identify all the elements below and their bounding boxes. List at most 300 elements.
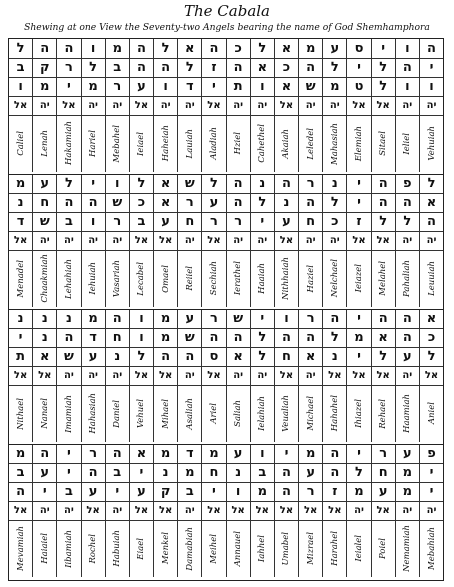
angel-name: Daniel [112, 399, 123, 428]
letter-cell [154, 328, 178, 347]
angel-name-cell [420, 115, 443, 172]
letter-cell [396, 444, 420, 463]
letter-cell [106, 77, 130, 96]
hebrew-letter: ד [185, 446, 194, 461]
letter-cell [33, 347, 57, 366]
letter-cell [202, 212, 226, 231]
letter-cell [130, 212, 154, 231]
letter-cell [57, 39, 81, 58]
letter-row [9, 77, 443, 96]
hebrew-letter: נ [17, 311, 24, 326]
letter-cell [178, 96, 202, 115]
letter-cell [299, 39, 323, 58]
angel-name-cell [251, 520, 275, 577]
hebrew-letter: ל [16, 41, 25, 56]
letter-cell [106, 212, 130, 231]
hebrew-letter: ב [137, 214, 146, 229]
letter-cell [33, 212, 57, 231]
hebrew-letter: ש [184, 330, 195, 345]
letter-cell [299, 231, 323, 250]
hebrew-letter: ט [354, 79, 364, 94]
hebrew-letter: ה [233, 330, 243, 345]
hebrew-letter: ר [306, 484, 315, 499]
hebrew-letter: ע [40, 176, 50, 191]
letter-row [9, 463, 443, 482]
angel-name: Nithael [15, 397, 26, 430]
page-title: The Cabala [183, 2, 270, 20]
hebrew-letter: כ [331, 214, 339, 229]
hebrew-letter: ה [161, 349, 171, 364]
letter-cell [347, 58, 371, 77]
angel-name: Vehuiah [426, 126, 437, 161]
letter-cell [251, 96, 275, 115]
letter-cell [154, 444, 178, 463]
letter-cell [130, 58, 154, 77]
letter-row [9, 501, 443, 520]
letter-cell [154, 212, 178, 231]
letter-cell [251, 444, 275, 463]
hebrew-letter: אל [207, 235, 221, 246]
hebrew-letter: נ [114, 349, 121, 364]
hebrew-letter: ר [113, 214, 122, 229]
angel-name-cell [9, 385, 33, 442]
hebrew-letter: ה [378, 176, 388, 191]
letter-cell [323, 77, 347, 96]
hebrew-letter: מ [160, 330, 171, 345]
hebrew-letter: נ [41, 311, 48, 326]
letter-cell [396, 347, 420, 366]
hebrew-letter: נ [331, 176, 338, 191]
letter-cell [372, 463, 396, 482]
letter-cell [323, 463, 347, 482]
angel-name-cell [106, 520, 130, 577]
hebrew-letter: ה [88, 465, 98, 480]
hebrew-letter: יה [305, 370, 316, 381]
angel-name: Hahahel [329, 395, 340, 432]
hebrew-letter: א [40, 349, 50, 364]
angel-name: Ihiazel [353, 399, 364, 428]
hebrew-letter: ה [233, 176, 243, 191]
letter-cell [251, 366, 275, 385]
letter-cell [420, 463, 443, 482]
hebrew-letter: ה [233, 195, 243, 210]
table-block [9, 444, 443, 577]
hebrew-letter: כ [282, 60, 291, 75]
letter-cell [9, 444, 33, 463]
letter-cell [178, 366, 202, 385]
hebrew-letter: ה [185, 349, 195, 364]
row-divider [9, 58, 443, 59]
letter-cell [154, 174, 178, 193]
hebrew-letter: ה [16, 484, 26, 499]
angel-name-cell [275, 250, 299, 307]
angel-name: Haheiah [160, 125, 171, 162]
hebrew-letter: ה [330, 311, 340, 326]
letter-cell [275, 328, 299, 347]
hebrew-letter: אל [279, 235, 294, 246]
hebrew-letter: ע [185, 311, 195, 326]
letter-cell [178, 58, 202, 77]
letter-cell [130, 77, 154, 96]
hebrew-letter: י [212, 79, 216, 94]
angel-name-cell [57, 115, 81, 172]
hebrew-letter: יה [112, 370, 123, 381]
hebrew-letter: יה [160, 100, 171, 111]
letter-cell [33, 328, 57, 347]
row-divider [9, 482, 443, 483]
hebrew-letter: אל [207, 100, 221, 111]
letter-cell [82, 212, 106, 231]
page-subtitle: Shewing at one View the Seventy-two Angels bearing the name of God Shemhamphora [24, 22, 430, 33]
letter-cell [372, 77, 396, 96]
angel-name-cell [299, 385, 323, 442]
angel-name-cell [251, 385, 275, 442]
hebrew-letter: ח [209, 465, 219, 480]
letter-cell [33, 309, 57, 328]
letter-cell [227, 444, 251, 463]
letter-cell [130, 193, 154, 212]
letter-cell [275, 77, 299, 96]
hebrew-letter: מ [15, 176, 26, 191]
letter-cell [130, 501, 154, 520]
hebrew-letter: נ [17, 195, 24, 210]
letter-cell [106, 39, 130, 58]
angel-name: Chaakmiah [39, 254, 50, 303]
hebrew-letter: יה [88, 100, 99, 111]
angel-name-cell [372, 115, 396, 172]
hebrew-letter: י [260, 214, 265, 229]
angel-name: Rehael [378, 398, 389, 429]
hebrew-letter: ח [378, 465, 388, 480]
hebrew-letter: י [429, 484, 434, 499]
hebrew-letter: ו [90, 41, 96, 56]
hebrew-letter: ה [330, 465, 340, 480]
letter-cell [372, 366, 396, 385]
letter-cell [227, 328, 251, 347]
angel-name-cell [323, 115, 347, 172]
hebrew-letter: ע [282, 214, 291, 229]
angel-name: Haiaiel [39, 533, 50, 564]
hebrew-letter: אל [13, 100, 28, 111]
hebrew-letter: יה [184, 100, 195, 111]
hebrew-letter: י [284, 446, 289, 461]
letter-row [9, 444, 443, 463]
letter-cell [372, 193, 396, 212]
letter-cell [275, 96, 299, 115]
hebrew-letter: ה [282, 484, 291, 499]
letter-cell [202, 328, 226, 347]
letter-cell [275, 482, 299, 501]
letter-cell [227, 193, 251, 212]
angel-name: Sitael [378, 131, 389, 156]
hebrew-letter: מ [402, 465, 413, 480]
letter-cell [347, 39, 371, 58]
hebrew-letter: ל [379, 349, 388, 364]
letter-cell [323, 501, 347, 520]
letter-cell [251, 231, 275, 250]
angel-name: Ieialel [353, 535, 364, 562]
hebrew-letter: יה [305, 235, 316, 246]
angel-name-cell [57, 520, 81, 577]
hebrew-letter: ה [64, 195, 74, 210]
letter-cell [106, 501, 130, 520]
hebrew-letter: ר [210, 311, 218, 326]
letter-cell [275, 444, 299, 463]
letter-cell [9, 96, 33, 115]
hebrew-letter: ה [402, 330, 412, 345]
angel-name-cell [106, 250, 130, 307]
letter-cell [227, 39, 251, 58]
hebrew-letter: ר [379, 446, 388, 461]
hebrew-letter: י [67, 465, 71, 480]
angel-name: Haamiah [402, 394, 413, 433]
hebrew-letter: א [378, 330, 388, 345]
angel-name: Poiel [378, 538, 389, 559]
letter-cell [227, 212, 251, 231]
letter-cell [178, 77, 202, 96]
hebrew-letter: אל [376, 235, 390, 246]
letter-cell [420, 96, 443, 115]
letter-cell [202, 347, 226, 366]
letter-cell [9, 77, 33, 96]
hebrew-letter: נ [283, 195, 290, 210]
angel-name-cell [251, 115, 275, 172]
hebrew-letter: ע [403, 446, 412, 461]
hebrew-letter: ר [113, 79, 122, 94]
hebrew-letter: יה [402, 235, 413, 246]
letter-cell [396, 328, 420, 347]
hebrew-letter: ע [306, 465, 315, 480]
letter-cell [154, 58, 178, 77]
letter-cell [251, 174, 275, 193]
hebrew-letter: י [357, 349, 361, 364]
letter-cell [202, 463, 226, 482]
angel-name-cell [130, 250, 154, 307]
letter-cell [57, 193, 81, 212]
letter-cell [227, 58, 251, 77]
hebrew-letter: ב [16, 60, 25, 75]
hebrew-letter: אל [158, 235, 173, 246]
letter-cell [106, 58, 130, 77]
letter-cell [57, 366, 81, 385]
letter-cell [57, 463, 81, 482]
letter-cell [33, 39, 57, 58]
letter-cell [82, 58, 106, 77]
letter-cell [33, 463, 57, 482]
hebrew-letter: ל [89, 60, 98, 75]
letter-row [9, 58, 443, 77]
block-divider [9, 174, 443, 175]
row-divider [9, 347, 443, 348]
letter-cell [251, 193, 275, 212]
hebrew-letter: מ [88, 311, 98, 326]
letter-cell [372, 231, 396, 250]
hebrew-letter: ר [65, 60, 73, 75]
letter-cell [178, 39, 202, 58]
angel-name: Damabiah [184, 526, 195, 571]
hebrew-letter: ה [282, 465, 291, 480]
angel-name-cell [106, 115, 130, 172]
letter-row [9, 482, 443, 501]
hebrew-letter: יה [329, 100, 340, 111]
letter-cell [82, 482, 106, 501]
letter-cell [202, 96, 226, 115]
hebrew-letter: אל [13, 370, 28, 381]
letter-cell [420, 347, 443, 366]
angel-name-cell [9, 520, 33, 577]
letter-cell [372, 347, 396, 366]
letter-cell [323, 328, 347, 347]
angel-name: Omael [160, 264, 171, 293]
letter-cell [154, 463, 178, 482]
angel-name-cell [9, 115, 33, 172]
hebrew-letter: ה [40, 41, 50, 56]
letter-cell [154, 366, 178, 385]
letter-cell [420, 309, 443, 328]
angel-name-cell [130, 520, 154, 577]
hebrew-letter: י [381, 41, 386, 56]
letter-cell [347, 309, 371, 328]
letter-cell [57, 96, 81, 115]
hebrew-letter: ב [64, 214, 73, 229]
hebrew-letter: י [429, 60, 434, 75]
angel-name: Leledel [305, 127, 316, 160]
letter-row [9, 174, 443, 193]
hebrew-letter: י [91, 176, 96, 191]
hebrew-letter: יה [112, 505, 123, 516]
letter-cell [9, 482, 33, 501]
letter-row [9, 96, 443, 115]
angel-name-cell [178, 520, 202, 577]
hebrew-letter: ה [112, 311, 122, 326]
row-divider [9, 96, 443, 97]
hebrew-letter: אל [62, 100, 76, 111]
hebrew-letter: נ [41, 330, 48, 345]
letter-cell [130, 347, 154, 366]
hebrew-letter: יה [184, 505, 195, 516]
angel-name: Haziel [305, 264, 316, 293]
letter-cell [57, 501, 81, 520]
hebrew-letter: ז [332, 484, 338, 499]
angel-name: Eiael [136, 537, 147, 560]
hebrew-letter: אל [376, 100, 390, 111]
hebrew-letter: יה [88, 235, 99, 246]
letter-cell [275, 463, 299, 482]
angel-name-cell [323, 250, 347, 307]
letter-cell [323, 482, 347, 501]
angel-name: Elemiah [353, 125, 364, 162]
angel-name-cell [82, 520, 106, 577]
letter-row [9, 39, 443, 58]
letter-cell [33, 444, 57, 463]
angel-name-cell [420, 385, 443, 442]
hebrew-letter: פ [427, 446, 436, 461]
letter-cell [178, 463, 202, 482]
letter-cell [251, 482, 275, 501]
hebrew-letter: ו [139, 330, 144, 345]
hebrew-letter: נ [235, 465, 242, 480]
hebrew-letter: מ [305, 446, 316, 461]
letter-cell [178, 212, 202, 231]
hebrew-letter: יה [233, 100, 244, 111]
angel-name: Rochel [88, 533, 99, 564]
hebrew-letter: א [305, 349, 316, 364]
angel-name-cell [130, 115, 154, 172]
hebrew-letter: יה [354, 505, 364, 516]
letter-cell [396, 96, 420, 115]
letter-cell [57, 174, 81, 193]
hebrew-letter: אל [13, 505, 28, 516]
letter-cell [227, 463, 251, 482]
letter-cell [323, 212, 347, 231]
hebrew-letter: ה [136, 41, 146, 56]
hebrew-letter: ח [306, 214, 316, 229]
hebrew-letter: ל [258, 330, 267, 345]
hebrew-letter: י [429, 465, 434, 480]
letter-cell [396, 212, 420, 231]
hebrew-letter: מ [402, 484, 413, 499]
letter-cell [275, 212, 299, 231]
angel-name-cell [9, 250, 33, 307]
angel-name-cell [202, 115, 226, 172]
letter-cell [347, 366, 371, 385]
letter-cell [323, 347, 347, 366]
hebrew-letter: ו [260, 446, 265, 461]
letter-cell [323, 309, 347, 328]
hebrew-letter: אל [255, 505, 269, 516]
letter-cell [130, 96, 154, 115]
hebrew-letter: ב [113, 60, 122, 75]
hebrew-letter: יה [39, 235, 50, 246]
hebrew-letter: ע [137, 484, 146, 499]
angel-name: Mahasiah [329, 122, 340, 165]
angel-name-row [9, 520, 443, 577]
letter-cell [33, 96, 57, 115]
letter-cell [82, 231, 106, 250]
hebrew-letter: מ [112, 41, 122, 56]
hebrew-letter: ה [112, 446, 122, 461]
hebrew-letter: ה [88, 195, 98, 210]
hebrew-letter: ל [379, 60, 388, 75]
letter-cell [299, 347, 323, 366]
letter-cell [299, 463, 323, 482]
hebrew-letter: יה [88, 370, 99, 381]
angel-name: Harahel [329, 531, 340, 566]
hebrew-letter: יה [329, 235, 340, 246]
hebrew-letter: ל [64, 176, 73, 191]
letter-cell [347, 501, 371, 520]
hebrew-letter: יה [64, 370, 74, 381]
hebrew-letter: נ [162, 465, 169, 480]
hebrew-letter: ת [16, 349, 26, 364]
letter-cell [202, 39, 226, 58]
letter-cell [202, 482, 226, 501]
letter-cell [82, 347, 106, 366]
letter-cell [420, 366, 443, 385]
letter-cell [299, 77, 323, 96]
letter-cell [130, 39, 154, 58]
hebrew-letter: אל [158, 505, 173, 516]
angel-name-cell [251, 250, 275, 307]
hebrew-letter: אל [134, 100, 149, 111]
letter-cell [251, 463, 275, 482]
letter-cell [9, 39, 33, 58]
angel-name-row [9, 385, 443, 442]
angel-name: Leuuiah [426, 261, 437, 296]
letter-cell [347, 463, 371, 482]
angel-name: Ielahiah [257, 396, 268, 431]
angel-name-cell [33, 520, 57, 577]
